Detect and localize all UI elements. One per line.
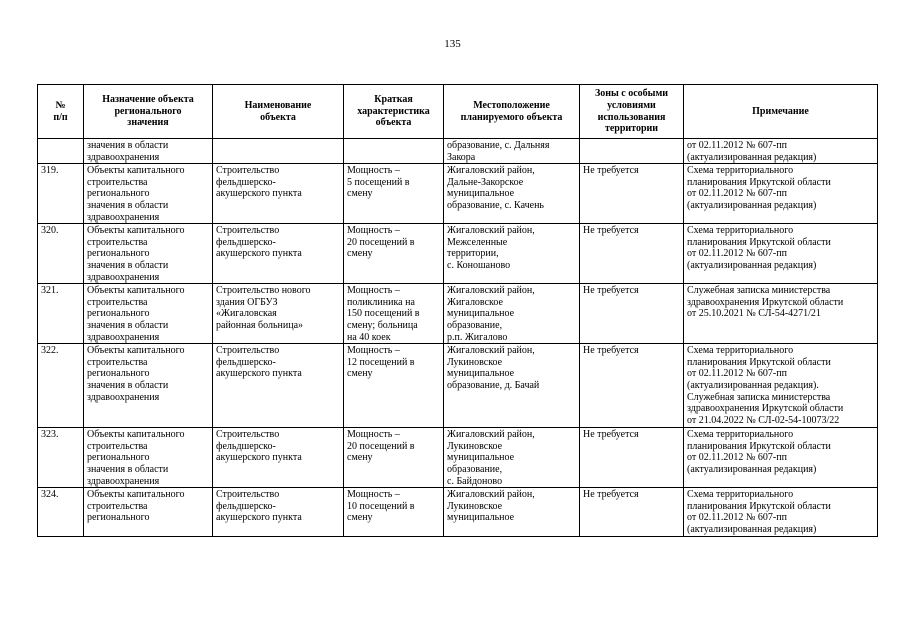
cell-name: Строительство фельдшерско- акушерского пункта	[213, 164, 344, 224]
cell-name: Строительство фельдшерско- акушерского пункта	[213, 488, 344, 536]
cell-location: Жигаловский район, Дальне-Закорское муниципальное образование, с. Качень	[444, 164, 580, 224]
header-num: № п/п	[38, 85, 84, 139]
cell-purpose: Объекты капитального строительства регионального значения в области здравоохранения	[84, 224, 213, 284]
cell-num: 319.	[38, 164, 84, 224]
cell-zones	[580, 139, 684, 164]
cell-purpose: Объекты капитального строительства регионального значения в области здравоохранения	[84, 428, 213, 488]
objects-table	[37, 84, 878, 537]
cell-name	[213, 139, 344, 164]
cell-note: Схема территориального планирования Иркутской области от 02.11.2012 № 607-пп (актуализированная редакция)	[684, 224, 878, 284]
cell-zones: Не требуется	[580, 488, 684, 536]
cell-characteristic: Мощность – 20 посещений в смену	[344, 428, 444, 488]
cell-zones: Не требуется	[580, 428, 684, 488]
cell-location: Жигаловский район, Жигаловское муниципальное образование, р.п. Жигалово	[444, 284, 580, 344]
cell-note: Схема территориального планирования Иркутской области от 02.11.2012 № 607-пп (актуализированная редакция)	[684, 428, 878, 488]
header-name: Наименование объекта	[213, 85, 344, 139]
cell-note: Служебная записка министерства здравоохранения Иркутской области от 25.10.2021 № СЛ-54-4271/21	[684, 284, 878, 344]
cell-location: Жигаловский район, Межселенные территории, с. Коношаново	[444, 224, 580, 284]
table-row	[38, 164, 878, 224]
cell-zones: Не требуется	[580, 284, 684, 344]
cell-note: Схема территориального планирования Иркутской области от 02.11.2012 № 607-пп (актуализированная редакция)	[684, 488, 878, 536]
cell-zones: Не требуется	[580, 344, 684, 428]
table-row	[38, 488, 878, 536]
cell-purpose: Объекты капитального строительства регионального значения в области здравоохранения	[84, 164, 213, 224]
cell-num: 323.	[38, 428, 84, 488]
cell-name: Строительство фельдшерско- акушерского пункта	[213, 224, 344, 284]
table-row	[38, 139, 878, 164]
page-number: 135	[444, 38, 461, 50]
cell-characteristic: Мощность – 10 посещений в смену	[344, 488, 444, 536]
cell-num: 321.	[38, 284, 84, 344]
cell-num: 322.	[38, 344, 84, 428]
header-location: Местоположение планируемого объекта	[444, 85, 580, 139]
cell-num	[38, 139, 84, 164]
header-zones: Зоны с особыми условиями использования территории	[580, 85, 684, 139]
cell-characteristic	[344, 139, 444, 164]
cell-location: образование, с. Дальняя Закора	[444, 139, 580, 164]
cell-characteristic: Мощность – 12 посещений в смену	[344, 344, 444, 428]
cell-purpose: значения в области здравоохранения	[84, 139, 213, 164]
cell-name: Строительство фельдшерско- акушерского пункта	[213, 428, 344, 488]
table-row	[38, 344, 878, 428]
cell-characteristic: Мощность – 5 посещений в смену	[344, 164, 444, 224]
cell-location: Жигаловский район, Лукиновское муниципальное	[444, 488, 580, 536]
header-characteristic: Краткая характеристика объекта	[344, 85, 444, 139]
table-header	[38, 85, 878, 139]
header-row	[38, 85, 878, 139]
cell-location: Жигаловский район, Лукиновское муниципальное образование, д. Бачай	[444, 344, 580, 428]
cell-zones: Не требуется	[580, 164, 684, 224]
header-note: Примечание	[684, 85, 878, 139]
cell-purpose: Объекты капитального строительства регионального значения в области здравоохранения	[84, 344, 213, 428]
table-body	[38, 139, 878, 537]
cell-note: Схема территориального планирования Иркутской области от 02.11.2012 № 607-пп (актуализированная редакция)	[684, 164, 878, 224]
cell-characteristic: Мощность – поликлиника на 150 посещений в смену; больница на 40 коек	[344, 284, 444, 344]
header-purpose: Назначение объекта регионального значения	[84, 85, 213, 139]
cell-location: Жигаловский район, Лукиновское муниципальное образование, с. Байдоново	[444, 428, 580, 488]
table-row	[38, 284, 878, 344]
cell-name: Строительство нового здания ОГБУЗ «Жигаловская районная больница»	[213, 284, 344, 344]
table-row	[38, 224, 878, 284]
table-row	[38, 428, 878, 488]
cell-purpose: Объекты капитального строительства регионального	[84, 488, 213, 536]
cell-purpose: Объекты капитального строительства регионального значения в области здравоохранения	[84, 284, 213, 344]
cell-note: Схема территориального планирования Иркутской области от 02.11.2012 № 607-пп (актуализированная редакция). Служебная записка министерства здравоохранения Иркутской области от 21.04.2022 № СЛ-02-54-10073/22	[684, 344, 878, 428]
cell-characteristic: Мощность – 20 посещений в смену	[344, 224, 444, 284]
cell-note: от 02.11.2012 № 607-пп (актуализированная редакция)	[684, 139, 878, 164]
cell-name: Строительство фельдшерско- акушерского пункта	[213, 344, 344, 428]
cell-num: 324.	[38, 488, 84, 536]
cell-num: 320.	[38, 224, 84, 284]
cell-zones: Не требуется	[580, 224, 684, 284]
